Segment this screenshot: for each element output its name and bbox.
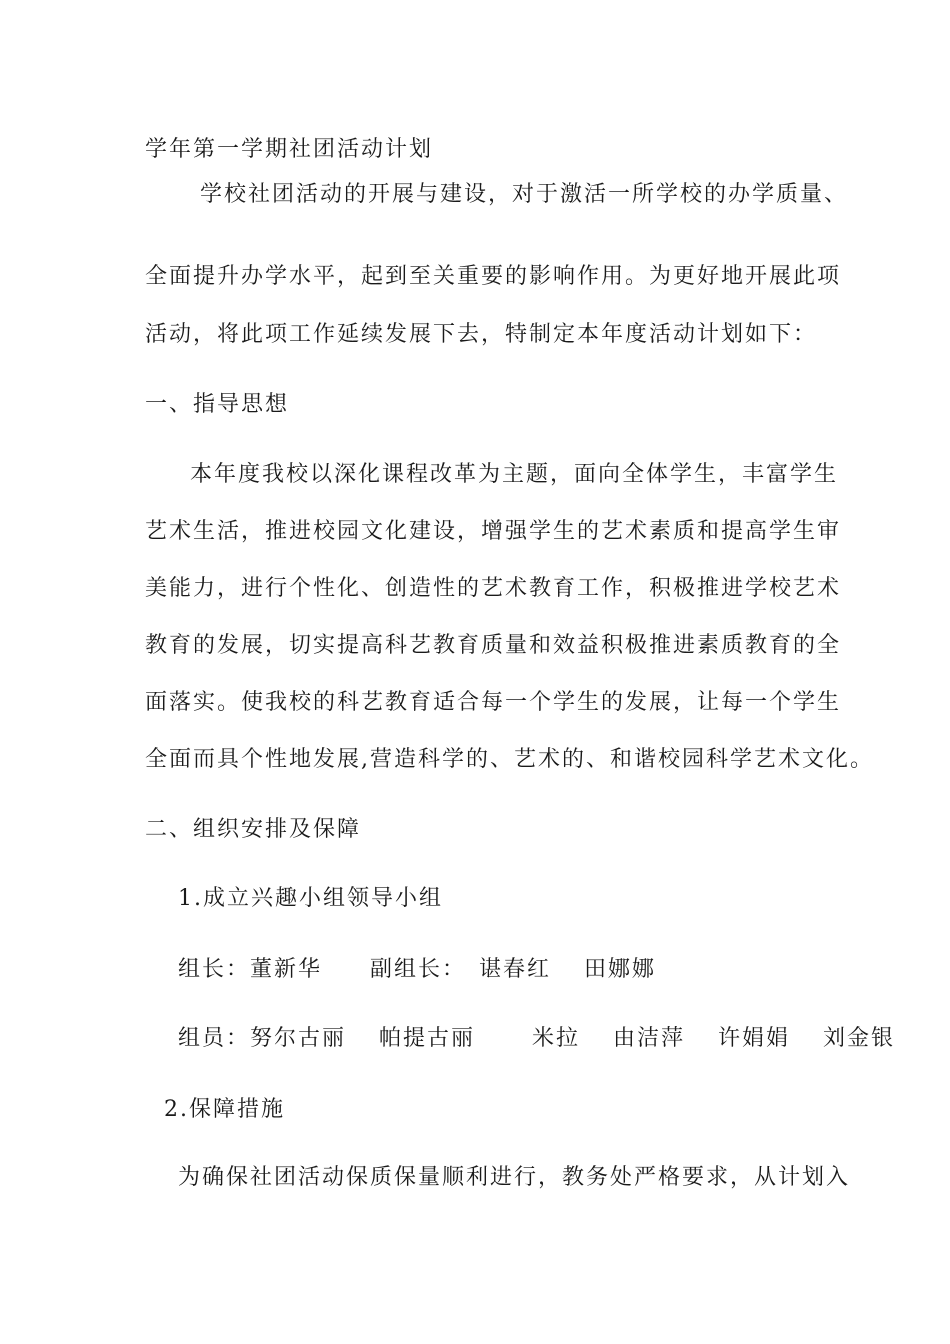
section1-line: 艺术生活，推进校园文化建设，增强学生的艺术素质和提高学生审 bbox=[145, 519, 842, 544]
document-title: 学年第一学期社团活动计划 bbox=[145, 137, 434, 162]
subsection-heading: 1.成立兴趣小组领导小组 bbox=[178, 886, 443, 911]
members-line: 组员：努尔古丽 帕提古丽 米拉 由洁萍 许娟娟 刘金银 bbox=[178, 1026, 895, 1051]
section1-heading: 一、指导思想 bbox=[145, 392, 290, 417]
section2-body-line: 为确保社团活动保质保量顺利进行，教务处严格要求，从计划入 bbox=[178, 1165, 851, 1190]
leaders-line: 组长：董新华 副组长： 谌春红 田娜娜 bbox=[178, 957, 656, 982]
intro-line: 全面提升办学水平，起到至关重要的影响作用。为更好地开展此项 bbox=[145, 264, 842, 289]
intro-line: 学校社团活动的开展与建设，对于激活一所学校的办学质量、 bbox=[200, 182, 849, 207]
intro-line: 活动，将此项工作延续发展下去，特制定本年度活动计划如下： bbox=[145, 322, 818, 347]
subsection-heading: 2.保障措施 bbox=[164, 1097, 285, 1122]
section1-line: 美能力，进行个性化、创造性的艺术教育工作，积极推进学校艺术 bbox=[145, 576, 842, 601]
section1-line: 教育的发展，切实提高科艺教育质量和效益积极推进素质教育的全 bbox=[145, 633, 842, 658]
section1-line: 面落实。使我校的科艺教育适合每一个学生的发展，让每一个学生 bbox=[145, 690, 842, 715]
section2-heading: 二、组织安排及保障 bbox=[145, 817, 362, 842]
section1-line: 全面而具个性地发展,营造科学的、艺术的、和谐校园科学艺术文化。 bbox=[145, 747, 874, 772]
section1-line: 本年度我校以深化课程改革为主题，面向全体学生，丰富学生 bbox=[190, 462, 839, 487]
